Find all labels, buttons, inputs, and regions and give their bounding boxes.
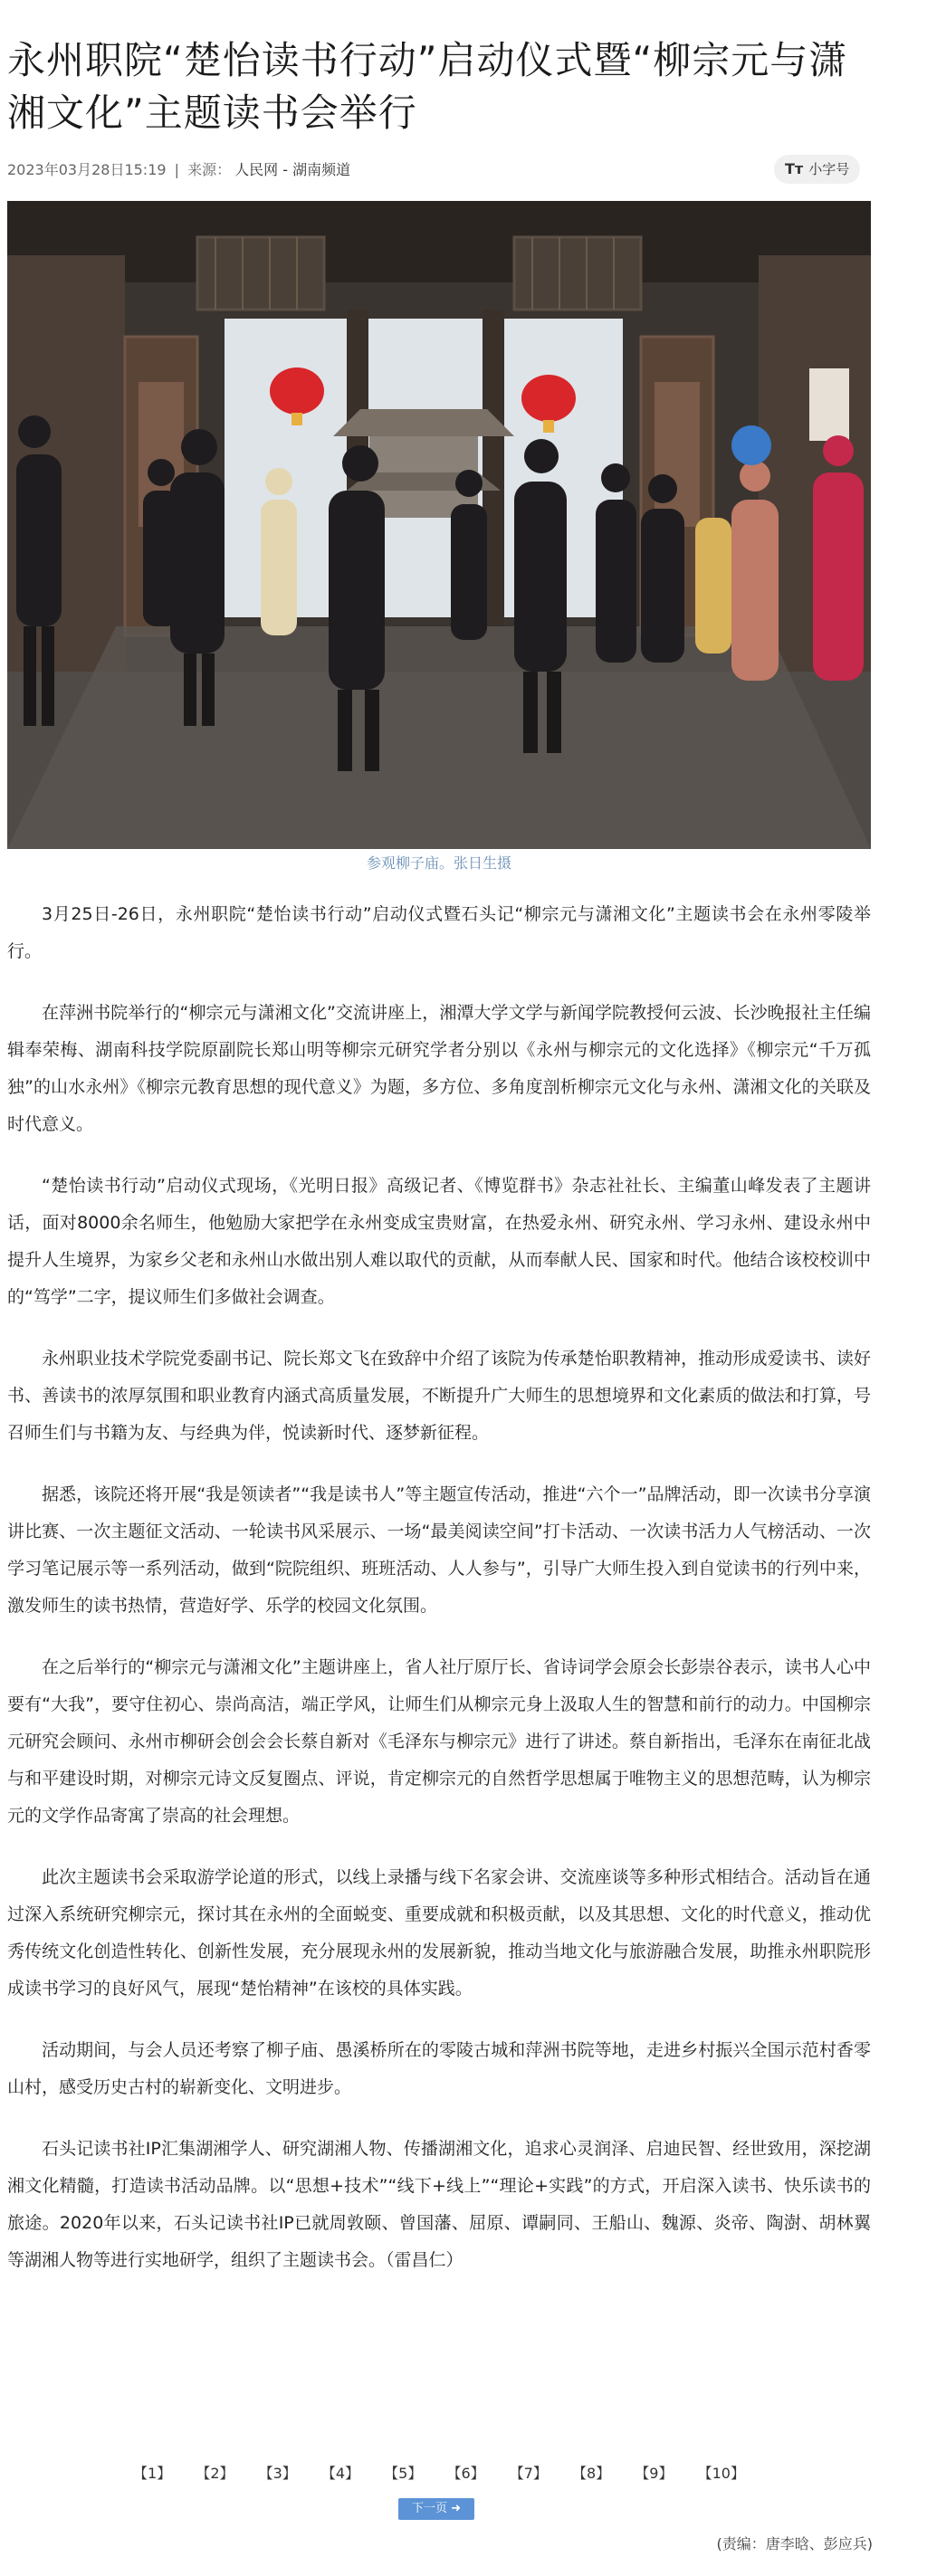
paragraph-9: 石头记读书社IP汇集湖湘学人、研究湖湘人物、传播湖湘文化，追求心灵润泽、启迪民智、经世致用，深挖湖湘文化精髓，打造读书活动品牌。以“思想+技术”“线下+线上”“理论+实践”的方式，开启深入读书、快乐读书的旅途。2020年以来，石头记读书社IP已就周敦颐、曾国藩、屈原、谭嗣同、王船山、魏源、炎帝、陶澍、胡林翼等湖湘人物等进行实地研学，组织了主题读书会。（雷昌仁）	[7, 2139, 871, 2270]
paragraph-4: 永州职业技术学院党委副书记、院长郑文飞在致辞中介绍了该院为传承楚怡职教精神，推动形成爱读书、读好书、善读书的浓厚氛围和职业教育内涵式高质量发展，不断提升广大师生的思想境界和文化素质的做法和打算，号召师生们与书籍为友、与经典为伴，悦读新时代、逐梦新征程。	[7, 1349, 871, 1443]
editor-credit: (责编：唐李晗、彭应兵)	[716, 2535, 873, 2552]
page-link-9[interactable]: 【9】	[635, 2465, 674, 2482]
page-link-1[interactable]: 【1】	[133, 2465, 172, 2482]
page-link-2[interactable]: 【2】	[196, 2465, 234, 2482]
paragraph-2: 在萍洲书院举行的“柳宗元与潇湘文化”交流讲座上，湘潭大学文学与新闻学院教授何云波、长沙晚报社主任编辑奉荣梅、湖南科技学院原副院长郑山明等柳宗元研究学者分别以《永州与柳宗元的文化选择》《柳宗元“千万孤独”的山水永州》《柳宗元教育思想的现代意义》为题，多方位、多角度剖析柳宗元文化与永州、潇湘文化的关联及时代意义。	[7, 1003, 871, 1134]
page-link-6[interactable]: 【6】	[446, 2465, 485, 2482]
font-size-label: 小字号	[808, 161, 850, 177]
page-link-4[interactable]: 【4】	[320, 2465, 360, 2482]
pagination	[0, 2462, 878, 2483]
page-link-3[interactable]: 【3】	[258, 2465, 297, 2482]
next-page-button[interactable]: 下一页 ➜	[398, 2498, 474, 2520]
temple-visit-illustration	[7, 201, 871, 849]
paragraph-8: 活动期间，与会人员还考察了柳子庙、愚溪桥所在的零陵古城和萍洲书院等地，走进乡村振兴全国示范村香零山村，感受历史古村的崭新变化、文明进步。	[7, 2040, 871, 2097]
article-meta	[7, 158, 354, 179]
publish-date: 2023年03月28日15:19	[7, 161, 167, 178]
paragraph-3: “楚怡读书行动”启动仪式现场，《光明日报》高级记者、《博览群书》杂志社社长、主编董山峰发表了主题讲话，面对8000余名师生，他勉励大家把学在永州变成宝贵财富，在热爱永州、研究永州、学习永州、建设永州中提升人生境界，为家乡父老和永州山水做出别人难以取代的贡献，从而奉献人民、国家和时代。他结合该校校训中的“笃学”二字，提议师生们多做社会调查。	[7, 1176, 871, 1307]
paragraph-1: 3月25日-26日，永州职院“楚怡读书行动”启动仪式暨石头记“柳宗元与潇湘文化”主题读书会在永州零陵举行。	[7, 904, 871, 961]
page-link-5[interactable]: 【5】	[384, 2465, 423, 2482]
page-link-8[interactable]: 【8】	[572, 2465, 611, 2482]
photo-caption: 参观柳子庙。张日生摄	[366, 854, 511, 872]
paragraph-6: 在之后举行的“柳宗元与潇湘文化”主题讲座上，省人社厅原厅长、省诗词学会原会长彭崇谷表示，读书人心中要有“大我”，要守住初心、崇尚高洁，端正学风，让师生们从柳宗元身上汲取人生的智慧和前行的动力。中国柳宗元研究会顾问、永州市柳研会创会会长蔡自新对《毛泽东与柳宗元》进行了讲述。蔡自新指出，毛泽东在南征北战与和平建设时期，对柳宗元诗文反复圈点、评说，肯定柳宗元的自然哲学思想属于唯物主义的思想范畴，认为柳宗元的文学作品寄寓了崇高的社会理想。	[7, 1657, 871, 1826]
page-link-7[interactable]: 【7】	[509, 2465, 548, 2482]
article-body	[7, 896, 871, 2304]
meta-separator: |	[174, 161, 180, 178]
font-size-icon: Tт	[785, 160, 804, 177]
article-title: 永州职院“楚怡读书行动”启动仪式暨“柳宗元与潇湘文化”主题读书会举行	[7, 38, 848, 135]
paragraph-5: 据悉，该院还将开展“我是领读者”“我是读书人”等主题宣传活动，推进“六个一”品牌活动，即一次读书分享演讲比赛、一次主题征文活动、一轮读书风采展示、一场“最美阅读空间”打卡活动、一次读书活力人气榜活动、一次学习笔记展示等一系列活动，做到“院院组织、班班活动、人人参与”，引导广大师生投入到自觉读书的行列中来，激发师生的读书热情，营造好学、乐学的校园文化氛围。	[7, 1484, 871, 1616]
paragraph-7: 此次主题读书会采取游学论道的形式，以线上录播与线下名家会讲、交流座谈等多种形式相结合。活动旨在通过深入系统研究柳宗元，探讨其在永州的全面蜕变、重要成就和积极贡献，以及其思想、文化的时代意义，推动优秀传统文化创造性转化、创新性发展，充分展现永州的发展新貌，推动当地文化与旅游融合发展，助推永州职院形成读书学习的良好风气，展现“楚怡精神”在该校的具体实践。	[7, 1867, 871, 1999]
font-size-toggle[interactable]	[774, 155, 860, 184]
source-link[interactable]: 人民网 - 湖南频道	[234, 161, 351, 178]
source-label: 来源：	[187, 161, 232, 178]
page-link-10[interactable]: 【10】	[697, 2465, 745, 2482]
article-photo	[7, 201, 871, 849]
